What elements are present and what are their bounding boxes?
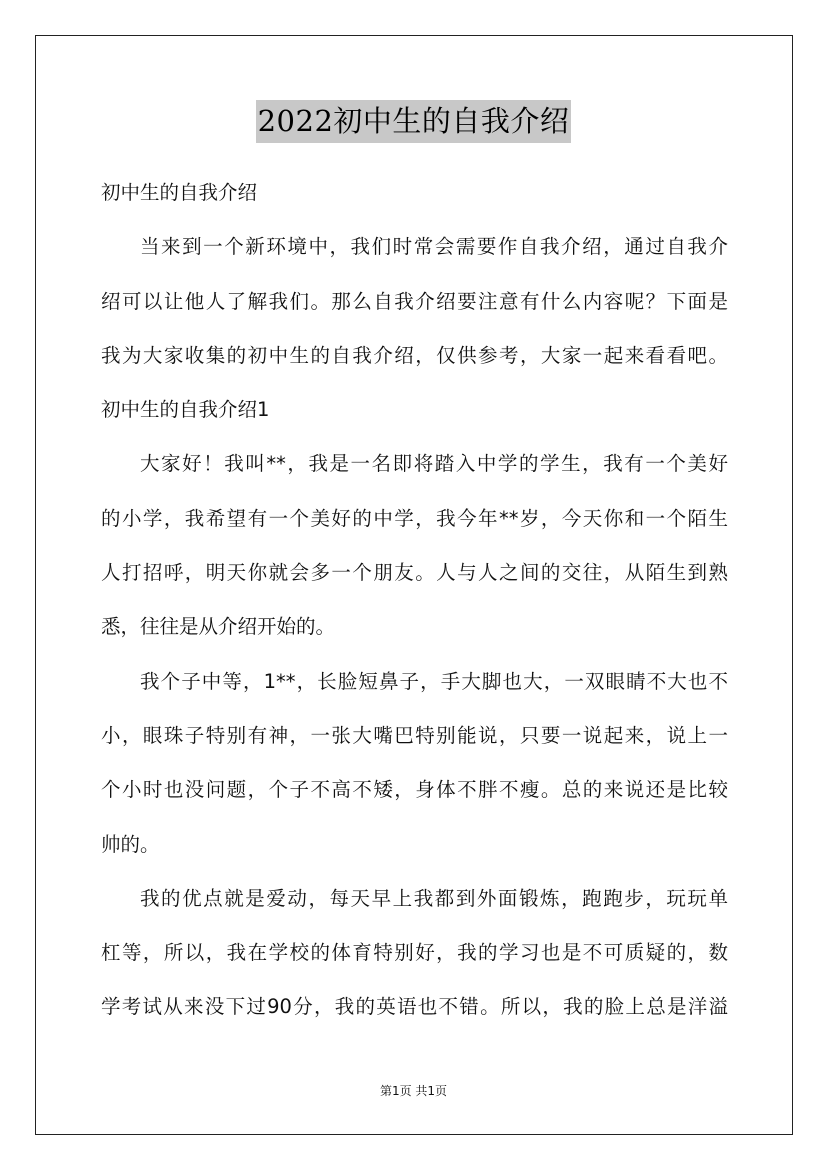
- title-container: [0, 100, 827, 143]
- page-footer: 第1页 共1页: [379, 1084, 448, 1098]
- paragraph-line: 我的优点就是爱动，每天早上我都到外面锻炼，跑跑步，玩玩单: [140, 886, 728, 910]
- paragraph-line: 学考试从来没下过90分，我的英语也不错。所以，我的脸上总是洋溢: [101, 995, 728, 1019]
- paragraph-line: 人打招呼，明天你就会多一个朋友。人与人之间的交往，从陌生到熟: [101, 561, 728, 585]
- paragraph-line: 我为大家收集的初中生的自我介绍，仅供参考，大家一起来看看吧。: [101, 343, 728, 367]
- document-title: 2022初中生的自我介绍: [256, 100, 572, 143]
- section-heading: 初中生的自我介绍1: [101, 398, 270, 422]
- section-heading: 初中生的自我介绍: [101, 181, 258, 204]
- paragraph-line: 绍可以让他人了解我们。那么自我介绍要注意有什么内容呢？下面是: [101, 289, 728, 313]
- paragraph-line: 当来到一个新环境中，我们时常会需要作自我介绍，通过自我介: [140, 235, 728, 259]
- paragraph-line: 小，眼珠子特别有神，一张大嘴巴特别能说，只要一说起来，说上一: [101, 723, 728, 747]
- document-body: [101, 166, 728, 1035]
- paragraph-line: 帅的。: [101, 832, 160, 856]
- paragraph-line: 大家好！我叫**，我是一名即将踏入中学的学生，我有一个美好: [140, 452, 728, 476]
- paragraph-line: 我个子中等，1**，长脸短鼻子，手大脚也大，一双眼睛不大也不: [140, 669, 728, 693]
- paragraph-line: 杠等，所以，我在学校的体育特别好，我的学习也是不可质疑的，数: [101, 941, 728, 965]
- paragraph-line: 的小学，我希望有一个美好的中学，我今年**岁，今天你和一个陌生: [101, 506, 728, 530]
- paragraph-line: 悉，往往是从介绍开始的。: [101, 615, 336, 639]
- paragraph-line: 个小时也没问题，个子不高不矮，身体不胖不瘦。总的来说还是比较: [101, 778, 728, 802]
